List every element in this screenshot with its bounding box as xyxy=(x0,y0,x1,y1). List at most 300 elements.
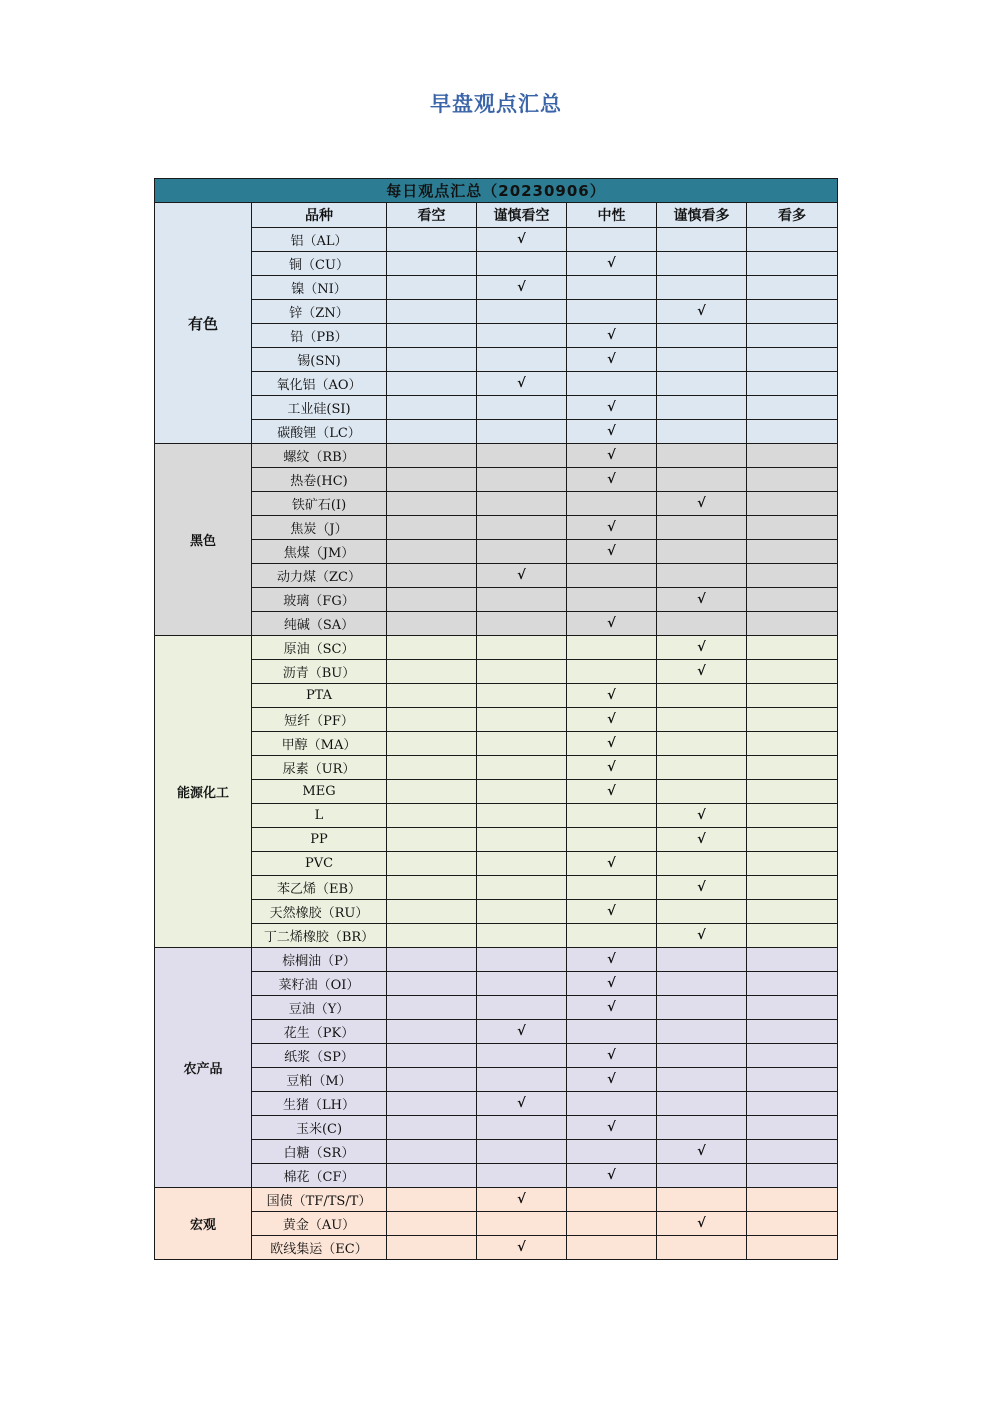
table-row xyxy=(155,516,838,540)
variety-name: PP xyxy=(252,828,387,852)
empty-cell xyxy=(657,948,747,972)
empty-cell xyxy=(747,1212,838,1236)
empty-cell xyxy=(477,804,567,828)
table-row xyxy=(155,876,838,900)
table-row xyxy=(155,324,838,348)
check-mark: √ xyxy=(567,708,657,732)
empty-cell xyxy=(747,756,838,780)
category-label: 有色 xyxy=(155,203,252,444)
empty-cell xyxy=(477,540,567,564)
empty-cell xyxy=(747,852,838,876)
empty-cell xyxy=(387,396,477,420)
check-mark: √ xyxy=(567,396,657,420)
empty-cell xyxy=(477,1116,567,1140)
empty-cell xyxy=(477,708,567,732)
empty-cell xyxy=(747,540,838,564)
cautious-bullish-header: 谨慎看多 xyxy=(657,203,747,228)
table-row xyxy=(155,1068,838,1092)
empty-cell xyxy=(657,420,747,444)
variety-name: 原油（SC） xyxy=(252,636,387,660)
table-row xyxy=(155,612,838,636)
empty-cell xyxy=(477,444,567,468)
empty-cell xyxy=(747,228,838,252)
check-mark: √ xyxy=(657,1140,747,1164)
empty-cell xyxy=(477,732,567,756)
empty-cell xyxy=(747,1164,838,1188)
table-row xyxy=(155,228,838,252)
check-mark: √ xyxy=(567,1068,657,1092)
empty-cell xyxy=(657,228,747,252)
table-row xyxy=(155,372,838,396)
variety-name: 丁二烯橡胶（BR） xyxy=(252,924,387,948)
empty-cell xyxy=(747,828,838,852)
empty-cell xyxy=(387,252,477,276)
empty-cell xyxy=(567,300,657,324)
table-row xyxy=(155,588,838,612)
table-row xyxy=(155,300,838,324)
empty-cell xyxy=(657,1188,747,1212)
daily-view-summary-table xyxy=(154,178,838,1260)
check-mark: √ xyxy=(477,228,567,252)
empty-cell xyxy=(387,684,477,708)
variety-name: 工业硅(SI) xyxy=(252,396,387,420)
cautious-bearish-header: 谨慎看空 xyxy=(477,203,567,228)
empty-cell xyxy=(567,1092,657,1116)
empty-cell xyxy=(567,636,657,660)
empty-cell xyxy=(477,1164,567,1188)
variety-name: 甲醇（MA） xyxy=(252,732,387,756)
empty-cell xyxy=(747,276,838,300)
empty-cell xyxy=(387,996,477,1020)
empty-cell xyxy=(387,900,477,924)
empty-cell xyxy=(567,1020,657,1044)
variety-name: 焦炭（J） xyxy=(252,516,387,540)
check-mark: √ xyxy=(477,372,567,396)
variety-name: 玉米(C) xyxy=(252,1116,387,1140)
category-label: 能源化工 xyxy=(155,636,252,948)
empty-cell xyxy=(387,612,477,636)
empty-cell xyxy=(477,468,567,492)
empty-cell xyxy=(747,924,838,948)
empty-cell xyxy=(747,1092,838,1116)
neutral-header: 中性 xyxy=(567,203,657,228)
check-mark: √ xyxy=(657,804,747,828)
empty-cell xyxy=(567,492,657,516)
category-label: 黑色 xyxy=(155,444,252,636)
variety-name: 国债（TF/TS/T） xyxy=(252,1188,387,1212)
table-row xyxy=(155,276,838,300)
variety-name: 纯碱（SA） xyxy=(252,612,387,636)
empty-cell xyxy=(477,324,567,348)
empty-cell xyxy=(387,1068,477,1092)
empty-cell xyxy=(747,396,838,420)
check-mark: √ xyxy=(477,276,567,300)
check-mark: √ xyxy=(657,300,747,324)
empty-cell xyxy=(477,1068,567,1092)
empty-cell xyxy=(387,1164,477,1188)
empty-cell xyxy=(747,588,838,612)
check-mark: √ xyxy=(567,732,657,756)
variety-name: 纸浆（SP） xyxy=(252,1044,387,1068)
empty-cell xyxy=(657,756,747,780)
empty-cell xyxy=(387,564,477,588)
empty-cell xyxy=(387,708,477,732)
empty-cell xyxy=(747,468,838,492)
empty-cell xyxy=(387,1116,477,1140)
empty-cell xyxy=(657,1092,747,1116)
empty-cell xyxy=(657,1116,747,1140)
table-row xyxy=(155,1092,838,1116)
variety-name: 铜（CU） xyxy=(252,252,387,276)
page-title: 早盘观点汇总 xyxy=(430,92,562,116)
empty-cell xyxy=(747,780,838,804)
empty-cell xyxy=(477,420,567,444)
empty-cell xyxy=(747,492,838,516)
empty-cell xyxy=(477,1140,567,1164)
empty-cell xyxy=(747,732,838,756)
empty-cell xyxy=(387,1212,477,1236)
table-row xyxy=(155,660,838,684)
check-mark: √ xyxy=(477,1020,567,1044)
variety-name: 豆油（Y） xyxy=(252,996,387,1020)
empty-cell xyxy=(747,1020,838,1044)
empty-cell xyxy=(657,996,747,1020)
empty-cell xyxy=(657,540,747,564)
empty-cell xyxy=(747,684,838,708)
empty-cell xyxy=(477,252,567,276)
table-row xyxy=(155,1140,838,1164)
table-row xyxy=(155,756,838,780)
table-row xyxy=(155,348,838,372)
variety-name: 铁矿石(I) xyxy=(252,492,387,516)
empty-cell xyxy=(387,516,477,540)
table-row xyxy=(155,396,838,420)
empty-cell xyxy=(747,300,838,324)
check-mark: √ xyxy=(567,348,657,372)
empty-cell xyxy=(657,780,747,804)
empty-cell xyxy=(747,1140,838,1164)
check-mark: √ xyxy=(567,1116,657,1140)
variety-name: 锌（ZN） xyxy=(252,300,387,324)
empty-cell xyxy=(477,300,567,324)
empty-cell xyxy=(747,1044,838,1068)
check-mark: √ xyxy=(567,1044,657,1068)
empty-cell xyxy=(387,924,477,948)
variety-name: 生猪（LH） xyxy=(252,1092,387,1116)
empty-cell xyxy=(387,732,477,756)
empty-cell xyxy=(387,420,477,444)
empty-cell xyxy=(657,516,747,540)
empty-cell xyxy=(387,540,477,564)
table-row xyxy=(155,684,838,708)
variety-name: 动力煤（ZC） xyxy=(252,564,387,588)
check-mark: √ xyxy=(657,660,747,684)
empty-cell xyxy=(657,1236,747,1260)
check-mark: √ xyxy=(657,828,747,852)
empty-cell xyxy=(477,780,567,804)
empty-cell xyxy=(387,756,477,780)
empty-cell xyxy=(477,396,567,420)
variety-name: PVC xyxy=(252,852,387,876)
empty-cell xyxy=(657,852,747,876)
empty-cell xyxy=(747,948,838,972)
empty-cell xyxy=(657,396,747,420)
empty-cell xyxy=(387,276,477,300)
empty-cell xyxy=(387,660,477,684)
variety-name: 尿素（UR） xyxy=(252,756,387,780)
empty-cell xyxy=(657,276,747,300)
table-title-row xyxy=(155,179,838,203)
empty-cell xyxy=(567,804,657,828)
column-header-row xyxy=(155,203,838,228)
check-mark: √ xyxy=(567,948,657,972)
empty-cell xyxy=(747,972,838,996)
empty-cell xyxy=(387,972,477,996)
table-row xyxy=(155,540,838,564)
check-mark: √ xyxy=(657,1212,747,1236)
empty-cell xyxy=(747,612,838,636)
table-row xyxy=(155,420,838,444)
empty-cell xyxy=(567,924,657,948)
empty-cell xyxy=(747,444,838,468)
empty-cell xyxy=(477,348,567,372)
empty-cell xyxy=(477,684,567,708)
empty-cell xyxy=(387,804,477,828)
empty-cell xyxy=(747,708,838,732)
variety-name: 焦煤（JM） xyxy=(252,540,387,564)
variety-name: 苯乙烯（EB） xyxy=(252,876,387,900)
empty-cell xyxy=(747,420,838,444)
variety-name: 黄金（AU） xyxy=(252,1212,387,1236)
variety-name: 棉花（CF） xyxy=(252,1164,387,1188)
empty-cell xyxy=(477,828,567,852)
empty-cell xyxy=(477,612,567,636)
variety-name: 短纤（PF） xyxy=(252,708,387,732)
empty-cell xyxy=(387,852,477,876)
variety-name: 天然橡胶（RU） xyxy=(252,900,387,924)
empty-cell xyxy=(387,1140,477,1164)
empty-cell xyxy=(387,324,477,348)
check-mark: √ xyxy=(567,516,657,540)
check-mark: √ xyxy=(567,324,657,348)
empty-cell xyxy=(387,780,477,804)
check-mark: √ xyxy=(657,924,747,948)
empty-cell xyxy=(657,324,747,348)
empty-cell xyxy=(657,1164,747,1188)
table-row xyxy=(155,996,838,1020)
empty-cell xyxy=(387,300,477,324)
variety-name: 螺纹（RB） xyxy=(252,444,387,468)
variety-name: 玻璃（FG） xyxy=(252,588,387,612)
empty-cell xyxy=(387,492,477,516)
empty-cell xyxy=(387,636,477,660)
table-row xyxy=(155,852,838,876)
check-mark: √ xyxy=(657,588,747,612)
empty-cell xyxy=(567,876,657,900)
table-row xyxy=(155,900,838,924)
empty-cell xyxy=(567,228,657,252)
empty-cell xyxy=(657,348,747,372)
bearish-header: 看空 xyxy=(387,203,477,228)
empty-cell xyxy=(477,924,567,948)
empty-cell xyxy=(477,588,567,612)
empty-cell xyxy=(657,1020,747,1044)
empty-cell xyxy=(387,1092,477,1116)
empty-cell xyxy=(567,276,657,300)
empty-cell xyxy=(387,828,477,852)
empty-cell xyxy=(657,1068,747,1092)
table-row xyxy=(155,252,838,276)
empty-cell xyxy=(657,684,747,708)
check-mark: √ xyxy=(567,756,657,780)
empty-cell xyxy=(747,636,838,660)
empty-cell xyxy=(657,468,747,492)
empty-cell xyxy=(387,1188,477,1212)
variety-name: 铝（AL） xyxy=(252,228,387,252)
variety-name: 菜籽油（OI） xyxy=(252,972,387,996)
variety-name: MEG xyxy=(252,780,387,804)
empty-cell xyxy=(477,756,567,780)
table-row xyxy=(155,828,838,852)
empty-cell xyxy=(387,1020,477,1044)
empty-cell xyxy=(657,252,747,276)
empty-cell xyxy=(747,564,838,588)
empty-cell xyxy=(387,876,477,900)
check-mark: √ xyxy=(477,564,567,588)
table-row xyxy=(155,564,838,588)
variety-name: 镍（NI） xyxy=(252,276,387,300)
empty-cell xyxy=(747,348,838,372)
empty-cell xyxy=(477,996,567,1020)
empty-cell xyxy=(747,372,838,396)
table-row xyxy=(155,1212,838,1236)
empty-cell xyxy=(387,948,477,972)
empty-cell xyxy=(747,252,838,276)
empty-cell xyxy=(747,876,838,900)
empty-cell xyxy=(567,1188,657,1212)
variety-name: 锡(SN) xyxy=(252,348,387,372)
empty-cell xyxy=(657,732,747,756)
category-label: 农产品 xyxy=(155,948,252,1188)
empty-cell xyxy=(657,900,747,924)
empty-cell xyxy=(657,372,747,396)
empty-cell xyxy=(657,444,747,468)
empty-cell xyxy=(477,900,567,924)
empty-cell xyxy=(477,660,567,684)
variety-name: 沥青（BU） xyxy=(252,660,387,684)
empty-cell xyxy=(387,1236,477,1260)
variety-header: 品种 xyxy=(252,203,387,228)
empty-cell xyxy=(387,588,477,612)
check-mark: √ xyxy=(567,444,657,468)
check-mark: √ xyxy=(477,1188,567,1212)
empty-cell xyxy=(567,564,657,588)
table-row xyxy=(155,1164,838,1188)
table-title: 每日观点汇总（20230906） xyxy=(155,179,838,203)
empty-cell xyxy=(657,564,747,588)
empty-cell xyxy=(657,1044,747,1068)
check-mark: √ xyxy=(567,252,657,276)
empty-cell xyxy=(747,324,838,348)
empty-cell xyxy=(747,804,838,828)
variety-name: PTA xyxy=(252,684,387,708)
empty-cell xyxy=(477,1044,567,1068)
empty-cell xyxy=(477,852,567,876)
empty-cell xyxy=(657,972,747,996)
empty-cell xyxy=(657,708,747,732)
check-mark: √ xyxy=(567,540,657,564)
empty-cell xyxy=(747,1068,838,1092)
variety-name: 氧化铝（AO） xyxy=(252,372,387,396)
empty-cell xyxy=(747,1116,838,1140)
empty-cell xyxy=(747,1188,838,1212)
table-row xyxy=(155,492,838,516)
empty-cell xyxy=(747,1236,838,1260)
variety-name: 碳酸锂（LC） xyxy=(252,420,387,444)
table-row xyxy=(155,804,838,828)
empty-cell xyxy=(477,492,567,516)
table-row xyxy=(155,636,838,660)
check-mark: √ xyxy=(657,876,747,900)
table-row xyxy=(155,468,838,492)
table-row xyxy=(155,780,838,804)
empty-cell xyxy=(477,972,567,996)
check-mark: √ xyxy=(477,1236,567,1260)
empty-cell xyxy=(387,228,477,252)
empty-cell xyxy=(747,996,838,1020)
empty-cell xyxy=(747,660,838,684)
table-row xyxy=(155,1044,838,1068)
table-row xyxy=(155,1236,838,1260)
empty-cell xyxy=(657,612,747,636)
empty-cell xyxy=(567,828,657,852)
table-row xyxy=(155,972,838,996)
variety-name: 豆粕（M） xyxy=(252,1068,387,1092)
empty-cell xyxy=(567,1140,657,1164)
check-mark: √ xyxy=(567,900,657,924)
table-row xyxy=(155,732,838,756)
check-mark: √ xyxy=(567,684,657,708)
empty-cell xyxy=(567,372,657,396)
table-row xyxy=(155,924,838,948)
empty-cell xyxy=(477,516,567,540)
table-row xyxy=(155,1188,838,1212)
empty-cell xyxy=(477,1212,567,1236)
category-label: 宏观 xyxy=(155,1188,252,1260)
empty-cell xyxy=(387,468,477,492)
check-mark: √ xyxy=(567,1164,657,1188)
empty-cell xyxy=(747,900,838,924)
check-mark: √ xyxy=(657,636,747,660)
variety-name: 棕榈油（P） xyxy=(252,948,387,972)
table-row xyxy=(155,1116,838,1140)
empty-cell xyxy=(387,1044,477,1068)
empty-cell xyxy=(477,948,567,972)
check-mark: √ xyxy=(567,420,657,444)
empty-cell xyxy=(747,516,838,540)
check-mark: √ xyxy=(567,468,657,492)
empty-cell xyxy=(477,876,567,900)
variety-name: L xyxy=(252,804,387,828)
empty-cell xyxy=(567,660,657,684)
variety-name: 花生（PK） xyxy=(252,1020,387,1044)
check-mark: √ xyxy=(567,780,657,804)
bullish-header: 看多 xyxy=(747,203,838,228)
variety-name: 热卷(HC) xyxy=(252,468,387,492)
empty-cell xyxy=(567,1236,657,1260)
check-mark: √ xyxy=(567,852,657,876)
check-mark: √ xyxy=(567,612,657,636)
